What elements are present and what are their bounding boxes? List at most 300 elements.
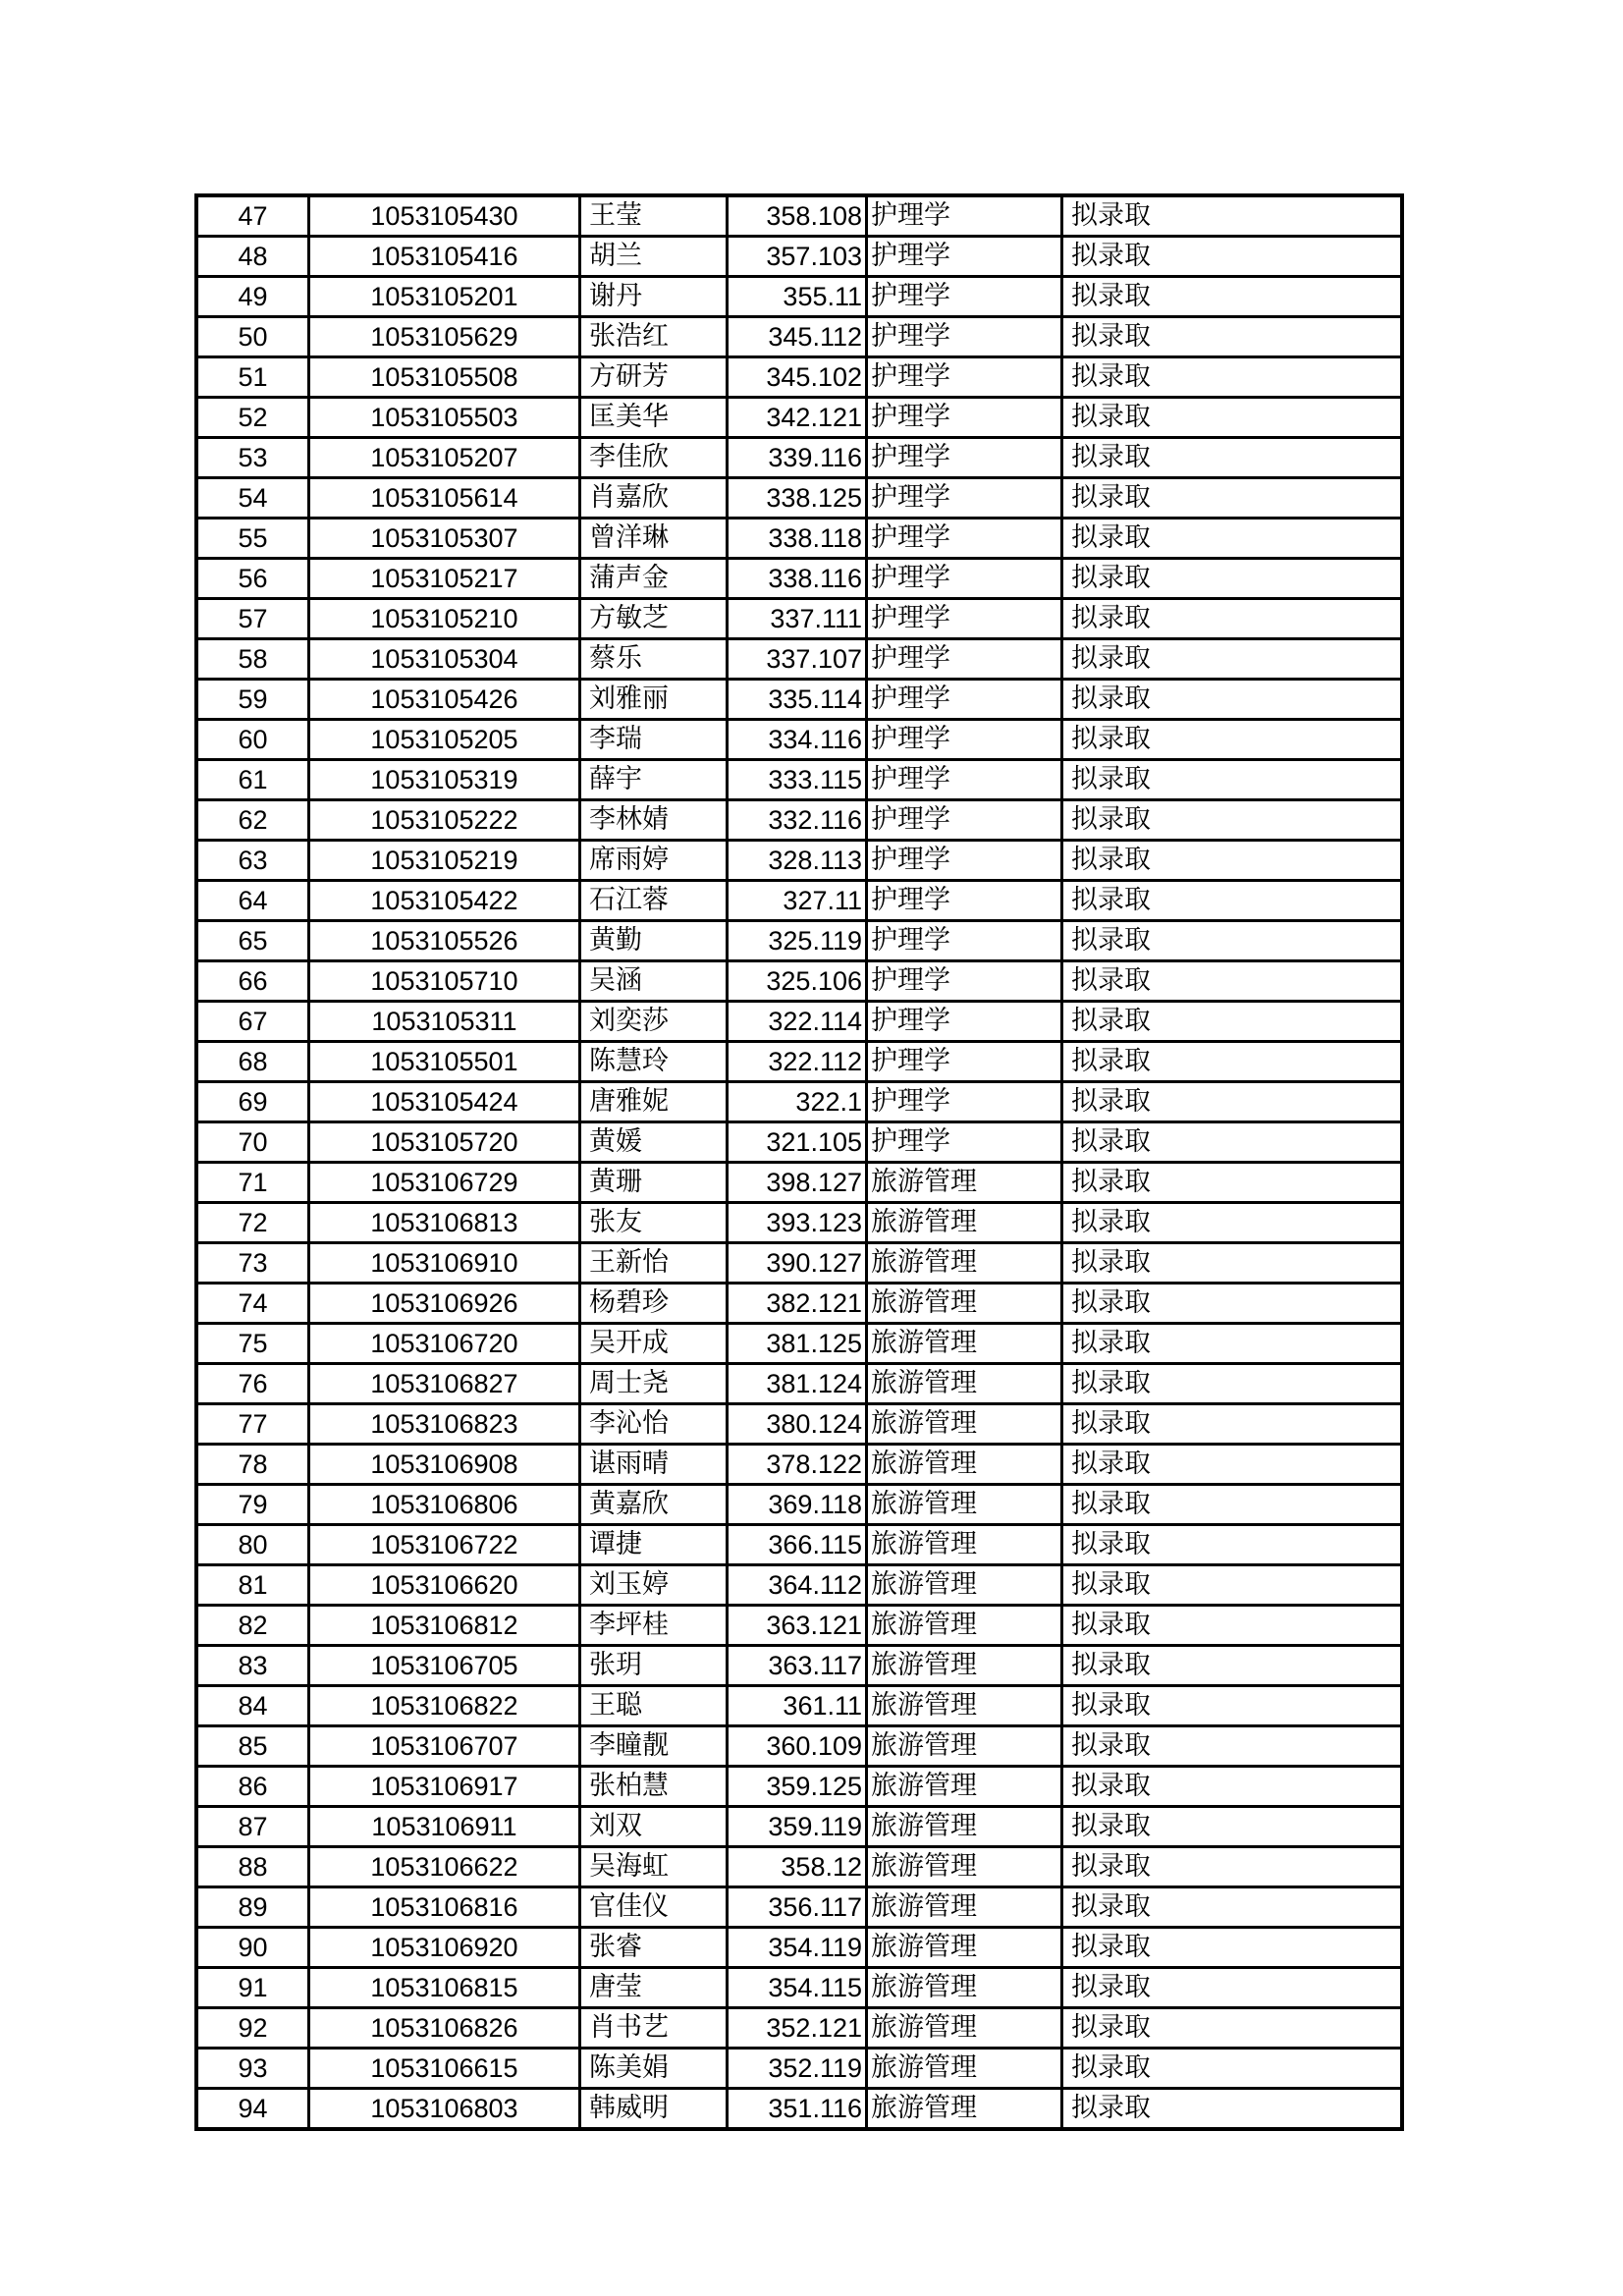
status-cell: 拟录取 [1062, 1243, 1403, 1284]
status-cell: 拟录取 [1062, 1525, 1403, 1565]
candidate-id-cell: 1053106815 [309, 1968, 580, 2008]
score-cell: 338.125 [728, 478, 867, 519]
status-cell: 拟录取 [1062, 1445, 1403, 1485]
status-cell: 拟录取 [1062, 921, 1403, 961]
candidate-id-cell: 1053106920 [309, 1928, 580, 1968]
table-row [196, 1807, 1402, 1847]
status-cell: 拟录取 [1062, 841, 1403, 881]
table-row [196, 1767, 1402, 1807]
candidate-name-cell: 肖书艺 [580, 2008, 728, 2049]
row-number-cell: 58 [196, 639, 309, 680]
score-cell: 359.119 [728, 1807, 867, 1847]
row-number-cell: 66 [196, 961, 309, 1002]
status-cell: 拟录取 [1062, 357, 1403, 398]
candidate-id-cell: 1053106917 [309, 1767, 580, 1807]
candidate-name-cell: 蒲声金 [580, 559, 728, 599]
score-cell: 363.121 [728, 1606, 867, 1646]
major-cell: 旅游管理 [867, 1525, 1062, 1565]
status-cell: 拟录取 [1062, 277, 1403, 317]
table-row [196, 1445, 1402, 1485]
table-row [196, 720, 1402, 760]
candidate-id-cell: 1053106707 [309, 1726, 580, 1767]
score-cell: 335.114 [728, 680, 867, 720]
candidate-name-cell: 谌雨晴 [580, 1445, 728, 1485]
major-cell: 护理学 [867, 1082, 1062, 1122]
table-row [196, 680, 1402, 720]
table-row [196, 237, 1402, 277]
candidate-name-cell: 李瑞 [580, 720, 728, 760]
candidate-name-cell: 刘奕莎 [580, 1002, 728, 1042]
table-row [196, 2089, 1402, 2130]
table-row [196, 1122, 1402, 1163]
major-cell: 旅游管理 [867, 1606, 1062, 1646]
candidate-name-cell: 王聪 [580, 1686, 728, 1726]
major-cell: 护理学 [867, 559, 1062, 599]
status-cell: 拟录取 [1062, 1324, 1403, 1364]
table-row [196, 1203, 1402, 1243]
major-cell: 护理学 [867, 478, 1062, 519]
score-cell: 337.111 [728, 599, 867, 639]
score-cell: 337.107 [728, 639, 867, 680]
candidate-id-cell: 1053105219 [309, 841, 580, 881]
table-row [196, 639, 1402, 680]
candidate-id-cell: 1053105201 [309, 277, 580, 317]
table-row [196, 599, 1402, 639]
score-cell: 366.115 [728, 1525, 867, 1565]
score-cell: 325.119 [728, 921, 867, 961]
status-cell: 拟录取 [1062, 1163, 1403, 1203]
status-cell: 拟录取 [1062, 1284, 1403, 1324]
major-cell: 旅游管理 [867, 1203, 1062, 1243]
major-cell: 护理学 [867, 680, 1062, 720]
candidate-name-cell: 杨碧珍 [580, 1284, 728, 1324]
row-number-cell: 93 [196, 2049, 309, 2089]
score-cell: 339.116 [728, 438, 867, 478]
status-cell: 拟录取 [1062, 720, 1403, 760]
row-number-cell: 51 [196, 357, 309, 398]
status-cell: 拟录取 [1062, 1887, 1403, 1928]
row-number-cell: 50 [196, 317, 309, 357]
candidate-id-cell: 1053106926 [309, 1284, 580, 1324]
candidate-name-cell: 席雨婷 [580, 841, 728, 881]
score-cell: 355.11 [728, 277, 867, 317]
table-row [196, 438, 1402, 478]
candidate-id-cell: 1053106816 [309, 1887, 580, 1928]
status-cell: 拟录取 [1062, 559, 1403, 599]
status-cell: 拟录取 [1062, 478, 1403, 519]
table-row [196, 317, 1402, 357]
candidate-id-cell: 1053106620 [309, 1565, 580, 1606]
row-number-cell: 87 [196, 1807, 309, 1847]
row-number-cell: 52 [196, 398, 309, 438]
candidate-name-cell: 黄嘉欣 [580, 1485, 728, 1525]
status-cell: 拟录取 [1062, 2089, 1403, 2130]
row-number-cell: 76 [196, 1364, 309, 1404]
table-row [196, 1968, 1402, 2008]
candidate-id-cell: 1053105222 [309, 800, 580, 841]
table-row [196, 398, 1402, 438]
candidate-name-cell: 黄媛 [580, 1122, 728, 1163]
status-cell: 拟录取 [1062, 639, 1403, 680]
row-number-cell: 56 [196, 559, 309, 599]
major-cell: 护理学 [867, 1002, 1062, 1042]
score-cell: 358.12 [728, 1847, 867, 1887]
major-cell: 护理学 [867, 1042, 1062, 1082]
major-cell: 护理学 [867, 317, 1062, 357]
table-row [196, 800, 1402, 841]
candidate-id-cell: 1053106722 [309, 1525, 580, 1565]
row-number-cell: 86 [196, 1767, 309, 1807]
score-cell: 382.121 [728, 1284, 867, 1324]
candidate-id-cell: 1053105720 [309, 1122, 580, 1163]
status-cell: 拟录取 [1062, 1364, 1403, 1404]
status-cell: 拟录取 [1062, 1002, 1403, 1042]
score-cell: 356.117 [728, 1887, 867, 1928]
row-number-cell: 70 [196, 1122, 309, 1163]
row-number-cell: 73 [196, 1243, 309, 1284]
table-row [196, 1606, 1402, 1646]
table-row [196, 1726, 1402, 1767]
table-row [196, 961, 1402, 1002]
row-number-cell: 74 [196, 1284, 309, 1324]
row-number-cell: 53 [196, 438, 309, 478]
candidate-id-cell: 1053106806 [309, 1485, 580, 1525]
row-number-cell: 71 [196, 1163, 309, 1203]
table-row [196, 195, 1402, 237]
score-cell: 345.112 [728, 317, 867, 357]
major-cell: 护理学 [867, 800, 1062, 841]
candidate-id-cell: 1053106705 [309, 1646, 580, 1686]
major-cell: 旅游管理 [867, 1686, 1062, 1726]
score-cell: 363.117 [728, 1646, 867, 1686]
table-row [196, 921, 1402, 961]
status-cell: 拟录取 [1062, 1928, 1403, 1968]
score-cell: 325.106 [728, 961, 867, 1002]
score-cell: 360.109 [728, 1726, 867, 1767]
score-cell: 361.11 [728, 1686, 867, 1726]
candidate-id-cell: 1053105501 [309, 1042, 580, 1082]
candidate-id-cell: 1053105307 [309, 519, 580, 559]
score-cell: 398.127 [728, 1163, 867, 1203]
candidate-name-cell: 薛宇 [580, 760, 728, 800]
table-row [196, 357, 1402, 398]
row-number-cell: 69 [196, 1082, 309, 1122]
major-cell: 旅游管理 [867, 1646, 1062, 1686]
major-cell: 旅游管理 [867, 1243, 1062, 1284]
status-cell: 拟录取 [1062, 2049, 1403, 2089]
candidate-name-cell: 李坪桂 [580, 1606, 728, 1646]
score-cell: 380.124 [728, 1404, 867, 1445]
candidate-id-cell: 1053105319 [309, 760, 580, 800]
candidate-id-cell: 1053105710 [309, 961, 580, 1002]
table-row [196, 1485, 1402, 1525]
score-cell: 327.11 [728, 881, 867, 921]
score-cell: 322.114 [728, 1002, 867, 1042]
candidate-id-cell: 1053106729 [309, 1163, 580, 1203]
row-number-cell: 89 [196, 1887, 309, 1928]
major-cell: 护理学 [867, 519, 1062, 559]
candidate-id-cell: 1053105422 [309, 881, 580, 921]
row-number-cell: 63 [196, 841, 309, 881]
row-number-cell: 55 [196, 519, 309, 559]
candidate-name-cell: 黄勤 [580, 921, 728, 961]
major-cell: 旅游管理 [867, 1445, 1062, 1485]
score-cell: 345.102 [728, 357, 867, 398]
table-row [196, 760, 1402, 800]
major-cell: 旅游管理 [867, 1324, 1062, 1364]
candidate-name-cell: 黄珊 [580, 1163, 728, 1203]
status-cell: 拟录取 [1062, 1807, 1403, 1847]
major-cell: 旅游管理 [867, 1364, 1062, 1404]
candidate-id-cell: 1053106720 [309, 1324, 580, 1364]
candidate-name-cell: 唐莹 [580, 1968, 728, 2008]
row-number-cell: 82 [196, 1606, 309, 1646]
candidate-id-cell: 1053105508 [309, 357, 580, 398]
table-row [196, 1928, 1402, 1968]
major-cell: 旅游管理 [867, 1565, 1062, 1606]
candidate-id-cell: 1053106827 [309, 1364, 580, 1404]
status-cell: 拟录取 [1062, 881, 1403, 921]
admission-roster-table [194, 193, 1404, 2131]
candidate-id-cell: 1053105217 [309, 559, 580, 599]
score-cell: 332.116 [728, 800, 867, 841]
score-cell: 358.108 [728, 195, 867, 237]
candidate-name-cell: 李沁怡 [580, 1404, 728, 1445]
row-number-cell: 80 [196, 1525, 309, 1565]
candidate-name-cell: 李林婧 [580, 800, 728, 841]
candidate-id-cell: 1053105614 [309, 478, 580, 519]
score-cell: 364.112 [728, 1565, 867, 1606]
row-number-cell: 75 [196, 1324, 309, 1364]
row-number-cell: 92 [196, 2008, 309, 2049]
candidate-id-cell: 1053106803 [309, 2089, 580, 2130]
status-cell: 拟录取 [1062, 195, 1403, 237]
score-cell: 381.124 [728, 1364, 867, 1404]
candidate-id-cell: 1053105503 [309, 398, 580, 438]
table-row [196, 478, 1402, 519]
candidate-name-cell: 张浩红 [580, 317, 728, 357]
table-row [196, 277, 1402, 317]
score-cell: 322.112 [728, 1042, 867, 1082]
status-cell: 拟录取 [1062, 317, 1403, 357]
table-row [196, 1002, 1402, 1042]
row-number-cell: 81 [196, 1565, 309, 1606]
candidate-name-cell: 吴开成 [580, 1324, 728, 1364]
major-cell: 旅游管理 [867, 1968, 1062, 2008]
candidate-id-cell: 1053105424 [309, 1082, 580, 1122]
major-cell: 护理学 [867, 195, 1062, 237]
major-cell: 旅游管理 [867, 2049, 1062, 2089]
candidate-name-cell: 李佳欣 [580, 438, 728, 478]
table-row [196, 1686, 1402, 1726]
candidate-name-cell: 张柏慧 [580, 1767, 728, 1807]
candidate-name-cell: 蔡乐 [580, 639, 728, 680]
table-row [196, 2049, 1402, 2089]
score-cell: 338.116 [728, 559, 867, 599]
major-cell: 护理学 [867, 237, 1062, 277]
table-row [196, 1525, 1402, 1565]
candidate-name-cell: 胡兰 [580, 237, 728, 277]
row-number-cell: 91 [196, 1968, 309, 2008]
candidate-name-cell: 张睿 [580, 1928, 728, 1968]
row-number-cell: 79 [196, 1485, 309, 1525]
candidate-id-cell: 1053105304 [309, 639, 580, 680]
score-cell: 369.118 [728, 1485, 867, 1525]
status-cell: 拟录取 [1062, 1122, 1403, 1163]
major-cell: 旅游管理 [867, 1847, 1062, 1887]
table-row [196, 1324, 1402, 1364]
candidate-name-cell: 陈美娟 [580, 2049, 728, 2089]
major-cell: 旅游管理 [867, 1767, 1062, 1807]
row-number-cell: 47 [196, 195, 309, 237]
major-cell: 护理学 [867, 881, 1062, 921]
score-cell: 342.121 [728, 398, 867, 438]
table-row [196, 519, 1402, 559]
row-number-cell: 60 [196, 720, 309, 760]
score-cell: 359.125 [728, 1767, 867, 1807]
candidate-id-cell: 1053106822 [309, 1686, 580, 1726]
row-number-cell: 65 [196, 921, 309, 961]
score-cell: 333.115 [728, 760, 867, 800]
table-row [196, 1243, 1402, 1284]
status-cell: 拟录取 [1062, 599, 1403, 639]
score-cell: 328.113 [728, 841, 867, 881]
candidate-name-cell: 刘双 [580, 1807, 728, 1847]
major-cell: 护理学 [867, 961, 1062, 1002]
status-cell: 拟录取 [1062, 1606, 1403, 1646]
score-cell: 322.1 [728, 1082, 867, 1122]
major-cell: 护理学 [867, 438, 1062, 478]
candidate-name-cell: 肖嘉欣 [580, 478, 728, 519]
candidate-name-cell: 石江蓉 [580, 881, 728, 921]
candidate-id-cell: 1053106823 [309, 1404, 580, 1445]
table-row [196, 881, 1402, 921]
candidate-name-cell: 吴涵 [580, 961, 728, 1002]
row-number-cell: 68 [196, 1042, 309, 1082]
status-cell: 拟录取 [1062, 519, 1403, 559]
major-cell: 旅游管理 [867, 2089, 1062, 2130]
table-row [196, 1284, 1402, 1324]
score-cell: 334.116 [728, 720, 867, 760]
row-number-cell: 83 [196, 1646, 309, 1686]
candidate-name-cell: 周士尧 [580, 1364, 728, 1404]
major-cell: 护理学 [867, 599, 1062, 639]
candidate-name-cell: 谢丹 [580, 277, 728, 317]
major-cell: 护理学 [867, 921, 1062, 961]
status-cell: 拟录取 [1062, 1968, 1403, 2008]
major-cell: 护理学 [867, 720, 1062, 760]
status-cell: 拟录取 [1062, 1565, 1403, 1606]
row-number-cell: 49 [196, 277, 309, 317]
score-cell: 354.115 [728, 1968, 867, 2008]
candidate-name-cell: 官佳仪 [580, 1887, 728, 1928]
candidate-name-cell: 韩威明 [580, 2089, 728, 2130]
major-cell: 旅游管理 [867, 1887, 1062, 1928]
table-row [196, 1887, 1402, 1928]
major-cell: 护理学 [867, 1122, 1062, 1163]
candidate-id-cell: 1053105210 [309, 599, 580, 639]
major-cell: 旅游管理 [867, 1807, 1062, 1847]
score-cell: 338.118 [728, 519, 867, 559]
row-number-cell: 48 [196, 237, 309, 277]
row-number-cell: 62 [196, 800, 309, 841]
major-cell: 护理学 [867, 357, 1062, 398]
status-cell: 拟录取 [1062, 760, 1403, 800]
major-cell: 旅游管理 [867, 1404, 1062, 1445]
table-row [196, 1163, 1402, 1203]
candidate-name-cell: 王莹 [580, 195, 728, 237]
status-cell: 拟录取 [1062, 237, 1403, 277]
candidate-id-cell: 1053105426 [309, 680, 580, 720]
score-cell: 354.119 [728, 1928, 867, 1968]
row-number-cell: 54 [196, 478, 309, 519]
major-cell: 旅游管理 [867, 1485, 1062, 1525]
row-number-cell: 84 [196, 1686, 309, 1726]
roster-table-body [196, 195, 1402, 2129]
major-cell: 护理学 [867, 639, 1062, 680]
candidate-name-cell: 陈慧玲 [580, 1042, 728, 1082]
candidate-name-cell: 曾洋琳 [580, 519, 728, 559]
candidate-name-cell: 唐雅妮 [580, 1082, 728, 1122]
candidate-id-cell: 1053105629 [309, 317, 580, 357]
candidate-id-cell: 1053106911 [309, 1807, 580, 1847]
score-cell: 357.103 [728, 237, 867, 277]
major-cell: 旅游管理 [867, 1726, 1062, 1767]
status-cell: 拟录取 [1062, 1646, 1403, 1686]
major-cell: 旅游管理 [867, 1163, 1062, 1203]
major-cell: 旅游管理 [867, 1284, 1062, 1324]
candidate-id-cell: 1053105311 [309, 1002, 580, 1042]
status-cell: 拟录取 [1062, 961, 1403, 1002]
status-cell: 拟录取 [1062, 2008, 1403, 2049]
major-cell: 护理学 [867, 841, 1062, 881]
major-cell: 护理学 [867, 277, 1062, 317]
row-number-cell: 72 [196, 1203, 309, 1243]
major-cell: 护理学 [867, 398, 1062, 438]
status-cell: 拟录取 [1062, 800, 1403, 841]
score-cell: 321.105 [728, 1122, 867, 1163]
status-cell: 拟录取 [1062, 1686, 1403, 1726]
candidate-id-cell: 1053105430 [309, 195, 580, 237]
row-number-cell: 57 [196, 599, 309, 639]
row-number-cell: 88 [196, 1847, 309, 1887]
row-number-cell: 90 [196, 1928, 309, 1968]
status-cell: 拟录取 [1062, 1726, 1403, 1767]
score-cell: 390.127 [728, 1243, 867, 1284]
candidate-id-cell: 1053106622 [309, 1847, 580, 1887]
table-row [196, 2008, 1402, 2049]
candidate-name-cell: 谭捷 [580, 1525, 728, 1565]
candidate-name-cell: 李瞳靓 [580, 1726, 728, 1767]
status-cell: 拟录取 [1062, 1042, 1403, 1082]
candidate-id-cell: 1053105207 [309, 438, 580, 478]
table-row [196, 1646, 1402, 1686]
row-number-cell: 94 [196, 2089, 309, 2130]
table-row [196, 1404, 1402, 1445]
score-cell: 352.121 [728, 2008, 867, 2049]
table-row [196, 1847, 1402, 1887]
score-cell: 351.116 [728, 2089, 867, 2130]
candidate-name-cell: 方研芳 [580, 357, 728, 398]
table-row [196, 1082, 1402, 1122]
candidate-id-cell: 1053105205 [309, 720, 580, 760]
candidate-id-cell: 1053106826 [309, 2008, 580, 2049]
row-number-cell: 64 [196, 881, 309, 921]
row-number-cell: 61 [196, 760, 309, 800]
status-cell: 拟录取 [1062, 1203, 1403, 1243]
candidate-id-cell: 1053106615 [309, 2049, 580, 2089]
row-number-cell: 77 [196, 1404, 309, 1445]
